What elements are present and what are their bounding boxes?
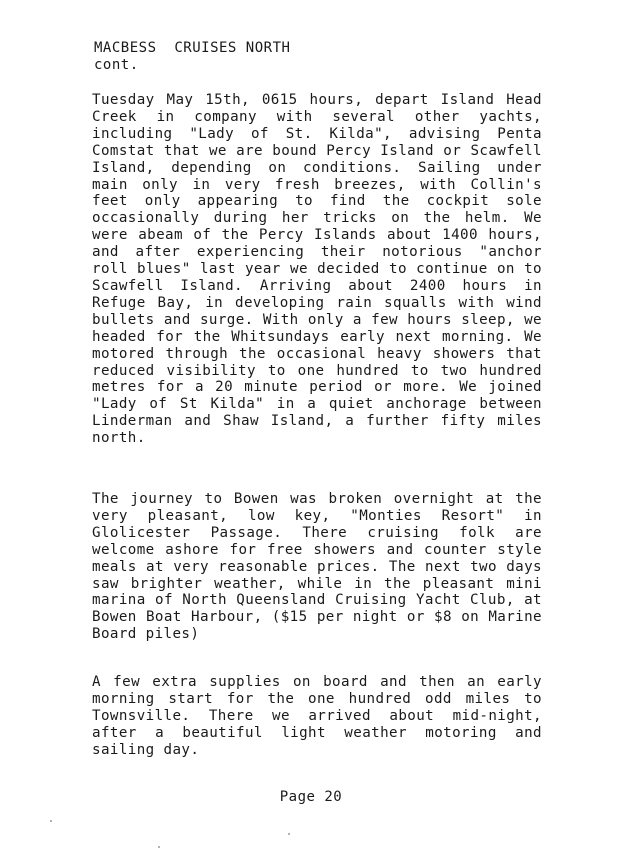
scan-speck (50, 820, 52, 822)
paragraph-2: The journey to Bowen was broken overnight at the very pleasant, low key, "Monties Resort" in Glolicester Passage. There cruising folk are welcome ashore for free showers and counter style meals at very reasonable prices. The next two days saw brighter weather, while in the pleasant mini marina of North Queensland Cruising Yacht Club, at Bowen Boat Harbour, ($15 per night or $8 on Marine Board piles) (92, 491, 542, 643)
article-title: MACBESS CRUISES NORTH (94, 40, 291, 56)
scan-speck (158, 846, 160, 848)
paragraph-3: A few extra supplies on board and then an early morning start for the one hundred odd miles to Townsville. There we arrived about mid-night, after a beautiful light weather motoring and sailing day. (92, 674, 542, 758)
article-continued-label: cont. (94, 57, 139, 73)
article-heading (94, 40, 290, 74)
scan-speck (288, 833, 290, 835)
paragraph-1: Tuesday May 15th, 0615 hours, depart Island Head Creek in company with several other yachts, including "Lady of St. Kilda", advising Penta Comstat that we are bound Percy Island or Scawfell Island, depending on conditions. Sailing under main only in very fresh breezes, with Collin's feet only appearing to find the cockpit sole occasionally during her tricks on the helm. We were abeam of the Percy Islands about 1400 hours, and after experiencing their notorious "anchor roll blues" last year we decided to continue on to Scawfell Island. Arriving about 2400 hours in Refuge Bay, in developing rain squalls with wind bullets and surge. With only a few hours sleep, we headed for the Whitsundays early next morning. We motored through the occasional heavy showers that reduced visibility to one hundred to two hundred metres for a 20 minute period or more. We joined "Lady of St Kilda" in a quiet anchorage between Linderman and Shaw Island, a further fifty miles north. (92, 92, 542, 447)
page-number: Page 20 (279, 789, 343, 805)
